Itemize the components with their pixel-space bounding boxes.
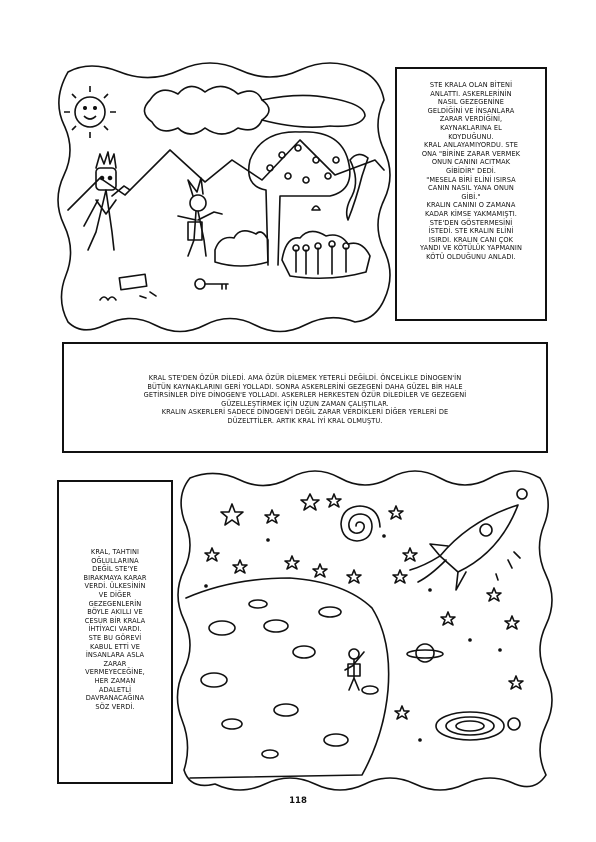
- panel-1-caption-text: STE KRALA OLAN BİTENİ ANLATTI. ASKERLERİNİN NASIL GEZEGENİNE GELDİĞİNİ VE İNSANLARA ZARAR VERDİĞİNİ, KAYNAKLARINA EL KOYDUĞUNU. KRAL ANLAYAMIYORDU. STE ONA "BİRİNE ZARAR VERMEK ONUN CANINI ACITMAK GİBİDİR" DEDİ. "MESELA BİRİ ELİNİ ISIRSA CANIN NASIL YANA ONUN GİBİ." KRALIN CANINI O ZAMANA KADAR KİMSE YAKMAMIŞTI. STE'DEN GÖSTERMESİNİ İSTEDİ. STE KRALIN ELİNİ ISIRDI. KRALIN CANI ÇOK YANDI VE KÖTÜLÜK YAPMANIN KÖTÜ OLDUĞUNU ANLADI.: [420, 81, 522, 261]
- moon-icon: [186, 578, 389, 778]
- panel-2-caption-text: KRAL STE'DEN ÖZÜR DİLEDİ. AMA ÖZÜR DİLEMEK YETERLİ DEĞİLDİ. ÖNCELİKLE DİNOGEN'İN BÜTÜN KAYNAKLARINI GERİ YOLLADI. SONRA ASKERLERİNİ GEZEGENİ DAHA GÜZEL BİR HALE GETİRSİNLER DİYE DİNOGEN'E YOLLADI. ASKERLER HERKESTEN ÖZÜR DİLEDİLER VE GEZEGENİ GÜZELLEŞTİRMEK İÇİN UZUN ZAMAN ÇALIŞTILAR. KRALIN ASKERLERİ SADECE DİNOGEN'İ DEĞİL ZARAR VERDİKLERİ DİĞER YERLERİ DE DÜZELTTİLER. ARTIK KRAL İYİ KRAL OLMUŞTU.: [143, 374, 467, 425]
- page-number: 118: [289, 796, 307, 806]
- panel-3-caption-box: [57, 480, 173, 784]
- panel-3-caption-text: KRAL, TAHTINI OĞLULLARINA DEĞİL STE'YE BIRAKMAYA KARAR VERDİ. ÜLKESİNİN VE DİĞER GEZEGENLERİN BÖYLE AKILLI VE CESUR BİR KRALA İHTİYACI VARDI. STE BU GÖREVİ KABUL ETTİ VE İNSANLARA ASLA ZARAR VERMEYECEĞİNE, HER ZAMAN ADALETLİ DAVRANACAĞINA SÖZ VERDİ.: [83, 548, 147, 711]
- panel-2-caption-box: [62, 342, 548, 453]
- panel-1-caption-box: [395, 67, 547, 321]
- spiral-galaxy-icon: [341, 506, 380, 541]
- rocket-icon: [410, 505, 520, 590]
- ringed-planet-icon: [407, 644, 443, 662]
